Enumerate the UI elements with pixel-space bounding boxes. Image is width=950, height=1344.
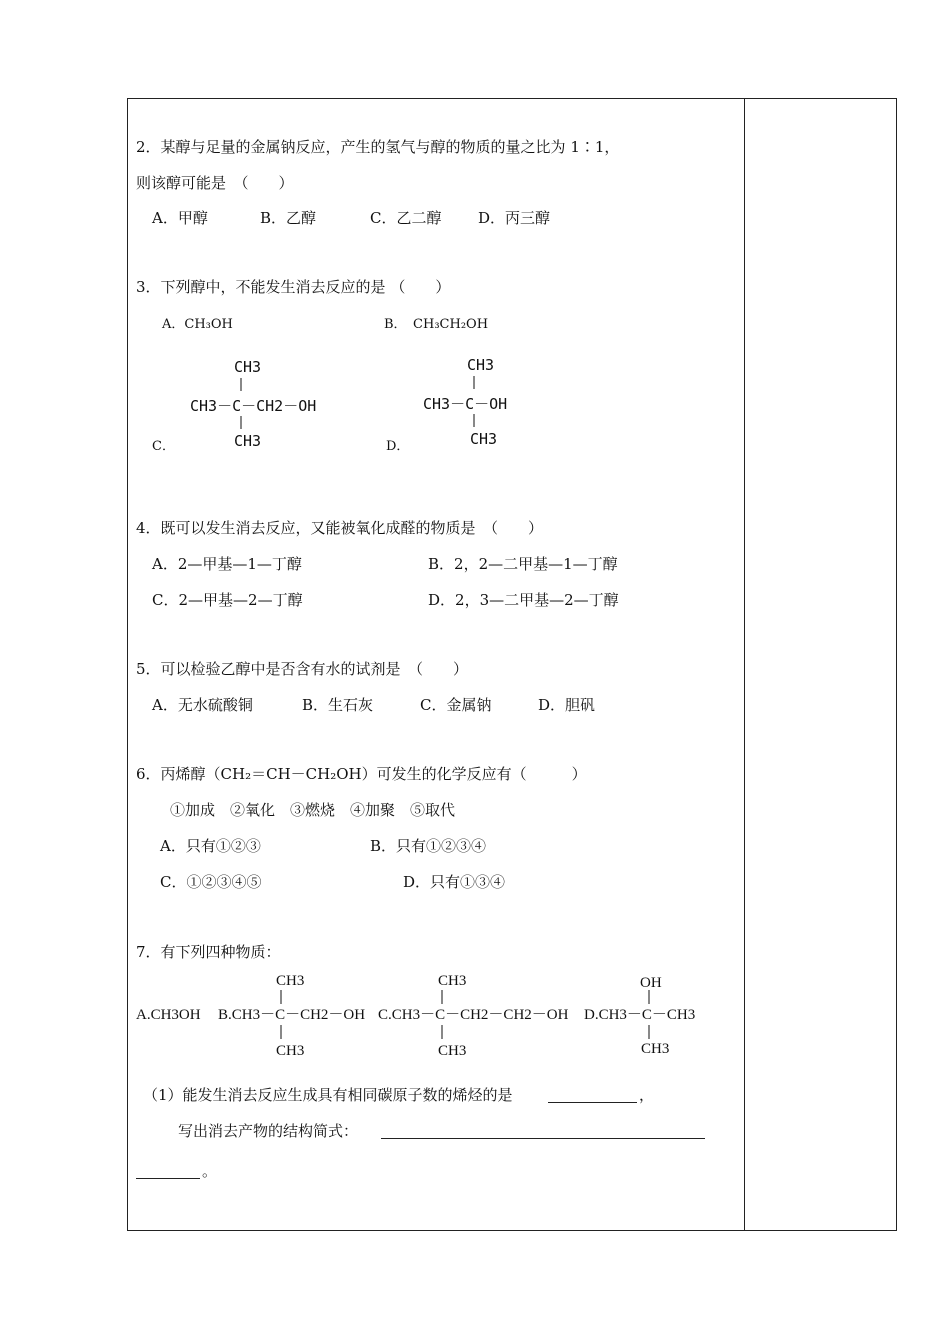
q5-option-a: A．无水硫酸铜 — [152, 696, 253, 714]
q3d-top: CH3 — [467, 356, 495, 374]
q7-c-bottom: CH3 — [438, 1043, 467, 1059]
q6-stem: 6．丙烯醇（CH₂＝CH－CH₂OH）可发生的化学反应有（ ） — [136, 765, 587, 783]
q3-stem: 3．下列醇中，不能发生消去反应的是 （ ） — [136, 278, 451, 296]
q7-product-answer-line — [381, 1138, 705, 1139]
q2-option-c: C．乙二醇 — [370, 209, 442, 227]
q7-stem: 7．有下列四种物质： — [136, 943, 281, 961]
q6-option-d: D．只有①③④ — [403, 873, 506, 891]
q7-sub1: （1）能发生消去反应生成具有相同碳原子数的烯烃的是 — [143, 1086, 513, 1104]
q3c-top: CH3 — [234, 358, 262, 376]
q6-reactions: ①加成 ②氧化 ③燃烧 ④加聚 ⑤取代 — [170, 801, 456, 819]
q6-option-c: C．①②③④⑤ — [160, 873, 262, 891]
q3c-main: CH3－C－CH2－OH — [190, 397, 317, 415]
q7-d-main: D.CH3－C－CH3 — [584, 1007, 696, 1023]
q7-sub1-product-prompt: 写出消去产物的结构简式： — [178, 1122, 359, 1140]
q3d-main: CH3－C－OH — [423, 395, 508, 413]
q5-option-d: D．胆矾 — [538, 696, 596, 714]
q7-end-mark: 。 — [202, 1162, 218, 1180]
q5-option-b: B．生石灰 — [302, 696, 374, 714]
q7-c-main: C.CH3－C－CH2－CH2－OH — [378, 1007, 569, 1023]
q2-stem-cont: 则该醇可能是 （ ） — [136, 174, 294, 192]
q2-stem: 2．某醇与足量的金属钠反应，产生的氢气与醇的物质的量之比为 1∶1， — [136, 138, 620, 156]
q4-option-c: C．2—甲基—2—丁醇 — [152, 591, 303, 609]
q3-option-c-label: C． — [152, 439, 175, 454]
q2-option-d: D．丙三醇 — [478, 209, 551, 227]
q3-option-d-label: D． — [386, 439, 410, 454]
q3c-bottom: CH3 — [234, 432, 262, 450]
q7-d-bottom: CH3 — [641, 1041, 670, 1057]
q4-option-b: B．2，2—二甲基—1—丁醇 — [428, 555, 618, 573]
q7-b-bottom: CH3 — [276, 1043, 305, 1059]
q7-b-top: CH3 — [276, 973, 305, 989]
q5-option-c: C．金属钠 — [420, 696, 492, 714]
q3-option-b: B． CH₃CH₂OH — [384, 317, 489, 332]
q4-option-d: D．2，3—二甲基—2—丁醇 — [428, 591, 619, 609]
q7-sub1-comma: ， — [639, 1086, 655, 1104]
q3d-bottom: CH3 — [470, 430, 498, 448]
q7-c-top: CH3 — [438, 973, 467, 989]
q6-option-b: B．只有①②③④ — [370, 837, 487, 855]
q4-stem: 4．既可以发生消去反应，又能被氧化成醛的物质是 （ ） — [136, 519, 544, 537]
q7-product-answer-line-cont — [136, 1178, 200, 1179]
q2-option-b: B．乙醇 — [260, 209, 317, 227]
q6-option-a: A．只有①②③ — [160, 837, 261, 855]
q3-option-a: A．CH₃OH — [162, 317, 233, 332]
q7-b-main: B.CH3－C－CH2－OH — [218, 1007, 366, 1023]
q7-sub1-answer-line — [548, 1102, 637, 1103]
q4-option-a: A．2—甲基—1—丁醇 — [152, 555, 302, 573]
q7-a: A.CH3OH — [136, 1007, 201, 1023]
q7-d-top: OH — [640, 975, 662, 991]
q5-stem: 5．可以检验乙醇中是否含有水的试剂是 （ ） — [136, 660, 469, 678]
q2-option-a: A．甲醇 — [152, 209, 208, 227]
